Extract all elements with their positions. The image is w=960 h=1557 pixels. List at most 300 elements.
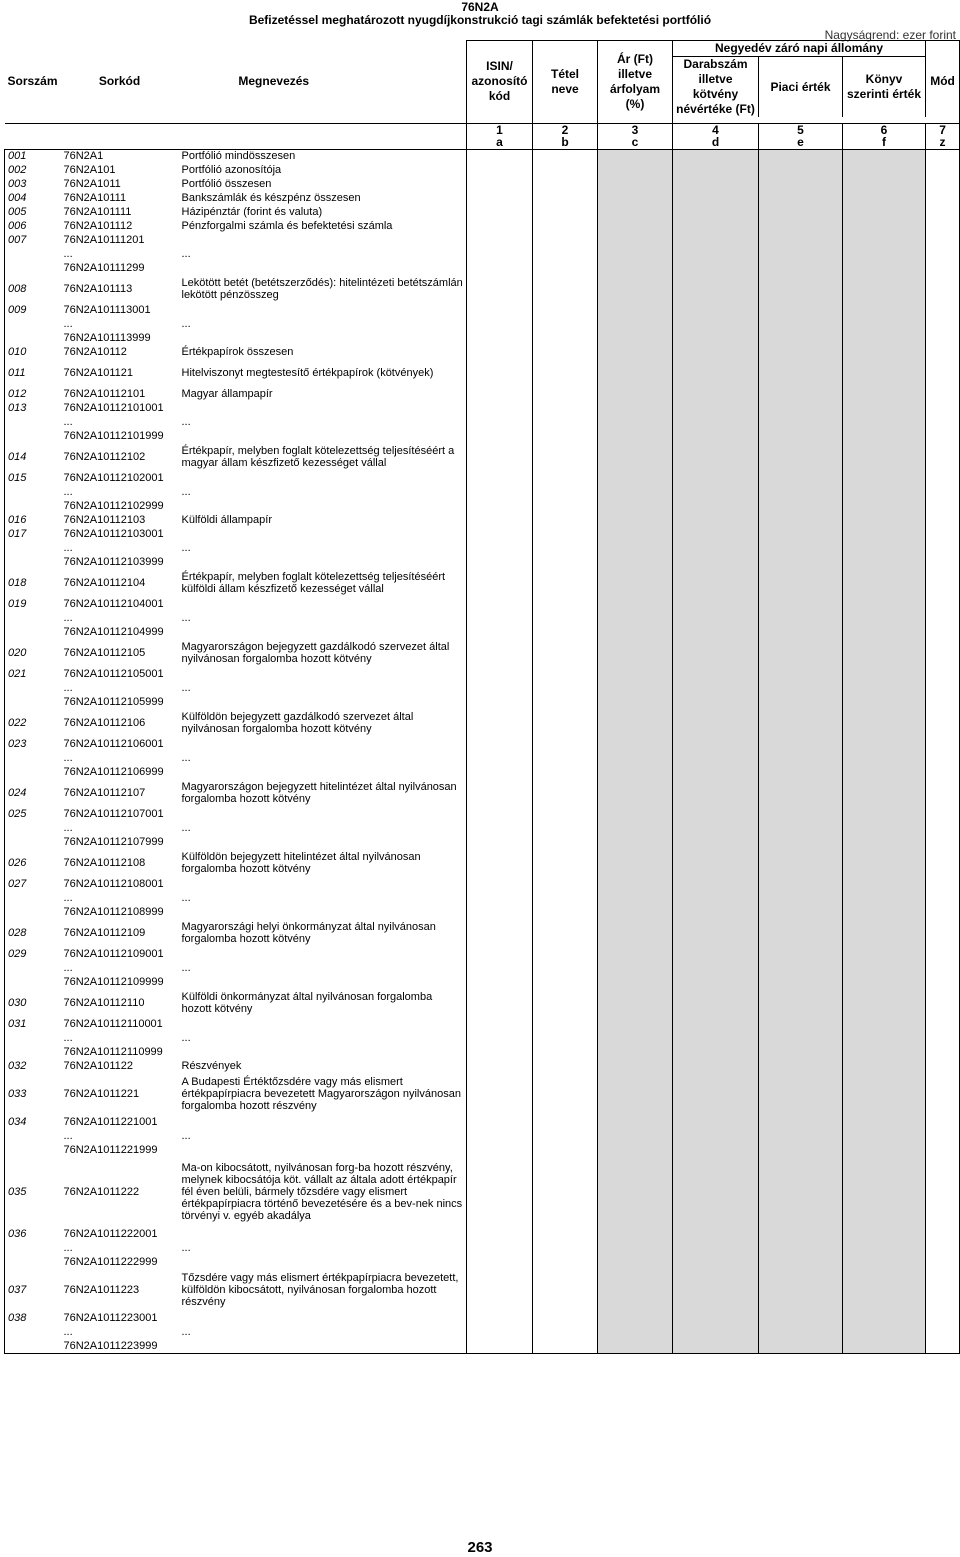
mod-cell[interactable] bbox=[926, 1115, 960, 1129]
isin-cell[interactable] bbox=[467, 485, 533, 499]
mod-cell[interactable] bbox=[926, 303, 960, 317]
ar-cell[interactable] bbox=[598, 695, 673, 709]
konyv-ertek-cell[interactable] bbox=[843, 1129, 926, 1143]
mod-cell[interactable] bbox=[926, 485, 960, 499]
tetel-cell[interactable] bbox=[533, 191, 598, 205]
tetel-cell[interactable] bbox=[533, 639, 598, 667]
piaci-ertek-cell[interactable] bbox=[759, 1157, 843, 1227]
isin-cell[interactable] bbox=[467, 779, 533, 807]
piaci-ertek-cell[interactable] bbox=[759, 835, 843, 849]
ar-cell[interactable] bbox=[598, 527, 673, 541]
piaci-ertek-cell[interactable] bbox=[759, 471, 843, 485]
konyv-ertek-cell[interactable] bbox=[843, 1255, 926, 1269]
ar-cell[interactable] bbox=[598, 1311, 673, 1325]
ar-cell[interactable] bbox=[598, 1059, 673, 1073]
darabszam-cell[interactable] bbox=[673, 303, 759, 317]
isin-cell[interactable] bbox=[467, 695, 533, 709]
ar-cell[interactable] bbox=[598, 247, 673, 261]
isin-cell[interactable] bbox=[467, 975, 533, 989]
darabszam-cell[interactable] bbox=[673, 1311, 759, 1325]
konyv-ertek-cell[interactable] bbox=[843, 317, 926, 331]
piaci-ertek-cell[interactable] bbox=[759, 1017, 843, 1031]
mod-cell[interactable] bbox=[926, 891, 960, 905]
isin-cell[interactable] bbox=[467, 681, 533, 695]
mod-cell[interactable] bbox=[926, 541, 960, 555]
mod-cell[interactable] bbox=[926, 429, 960, 443]
darabszam-cell[interactable] bbox=[673, 177, 759, 191]
piaci-ertek-cell[interactable] bbox=[759, 177, 843, 191]
darabszam-cell[interactable] bbox=[673, 1031, 759, 1045]
piaci-ertek-cell[interactable] bbox=[759, 989, 843, 1017]
ar-cell[interactable] bbox=[598, 275, 673, 303]
darabszam-cell[interactable] bbox=[673, 905, 759, 919]
darabszam-cell[interactable] bbox=[673, 1129, 759, 1143]
mod-cell[interactable] bbox=[926, 821, 960, 835]
tetel-cell[interactable] bbox=[533, 401, 598, 415]
tetel-cell[interactable] bbox=[533, 625, 598, 639]
tetel-cell[interactable] bbox=[533, 317, 598, 331]
konyv-ertek-cell[interactable] bbox=[843, 1157, 926, 1227]
piaci-ertek-cell[interactable] bbox=[759, 611, 843, 625]
piaci-ertek-cell[interactable] bbox=[759, 527, 843, 541]
mod-cell[interactable] bbox=[926, 905, 960, 919]
isin-cell[interactable] bbox=[467, 1339, 533, 1353]
isin-cell[interactable] bbox=[467, 835, 533, 849]
isin-cell[interactable] bbox=[467, 1241, 533, 1255]
mod-cell[interactable] bbox=[926, 177, 960, 191]
darabszam-cell[interactable] bbox=[673, 471, 759, 485]
piaci-ertek-cell[interactable] bbox=[759, 1241, 843, 1255]
tetel-cell[interactable] bbox=[533, 303, 598, 317]
konyv-ertek-cell[interactable] bbox=[843, 639, 926, 667]
mod-cell[interactable] bbox=[926, 317, 960, 331]
mod-cell[interactable] bbox=[926, 443, 960, 471]
isin-cell[interactable] bbox=[467, 401, 533, 415]
darabszam-cell[interactable] bbox=[673, 275, 759, 303]
ar-cell[interactable] bbox=[598, 737, 673, 751]
isin-cell[interactable] bbox=[467, 163, 533, 177]
konyv-ertek-cell[interactable] bbox=[843, 261, 926, 275]
piaci-ertek-cell[interactable] bbox=[759, 849, 843, 877]
ar-cell[interactable] bbox=[598, 1241, 673, 1255]
isin-cell[interactable] bbox=[467, 877, 533, 891]
darabszam-cell[interactable] bbox=[673, 821, 759, 835]
ar-cell[interactable] bbox=[598, 541, 673, 555]
darabszam-cell[interactable] bbox=[673, 499, 759, 513]
ar-cell[interactable] bbox=[598, 1129, 673, 1143]
tetel-cell[interactable] bbox=[533, 1129, 598, 1143]
tetel-cell[interactable] bbox=[533, 387, 598, 401]
ar-cell[interactable] bbox=[598, 555, 673, 569]
mod-cell[interactable] bbox=[926, 1017, 960, 1031]
konyv-ertek-cell[interactable] bbox=[843, 989, 926, 1017]
isin-cell[interactable] bbox=[467, 205, 533, 219]
tetel-cell[interactable] bbox=[533, 709, 598, 737]
piaci-ertek-cell[interactable] bbox=[759, 1129, 843, 1143]
ar-cell[interactable] bbox=[598, 1073, 673, 1115]
darabszam-cell[interactable] bbox=[673, 149, 759, 163]
isin-cell[interactable] bbox=[467, 751, 533, 765]
darabszam-cell[interactable] bbox=[673, 233, 759, 247]
ar-cell[interactable] bbox=[598, 359, 673, 387]
mod-cell[interactable] bbox=[926, 975, 960, 989]
mod-cell[interactable] bbox=[926, 751, 960, 765]
isin-cell[interactable] bbox=[467, 625, 533, 639]
ar-cell[interactable] bbox=[598, 1269, 673, 1311]
tetel-cell[interactable] bbox=[533, 247, 598, 261]
konyv-ertek-cell[interactable] bbox=[843, 219, 926, 233]
konyv-ertek-cell[interactable] bbox=[843, 835, 926, 849]
tetel-cell[interactable] bbox=[533, 541, 598, 555]
isin-cell[interactable] bbox=[467, 1157, 533, 1227]
piaci-ertek-cell[interactable] bbox=[759, 303, 843, 317]
konyv-ertek-cell[interactable] bbox=[843, 1073, 926, 1115]
isin-cell[interactable] bbox=[467, 387, 533, 401]
konyv-ertek-cell[interactable] bbox=[843, 751, 926, 765]
piaci-ertek-cell[interactable] bbox=[759, 737, 843, 751]
tetel-cell[interactable] bbox=[533, 1073, 598, 1115]
piaci-ertek-cell[interactable] bbox=[759, 387, 843, 401]
konyv-ertek-cell[interactable] bbox=[843, 737, 926, 751]
darabszam-cell[interactable] bbox=[673, 835, 759, 849]
darabszam-cell[interactable] bbox=[673, 611, 759, 625]
ar-cell[interactable] bbox=[598, 345, 673, 359]
tetel-cell[interactable] bbox=[533, 1031, 598, 1045]
tetel-cell[interactable] bbox=[533, 275, 598, 303]
isin-cell[interactable] bbox=[467, 261, 533, 275]
isin-cell[interactable] bbox=[467, 149, 533, 163]
mod-cell[interactable] bbox=[926, 989, 960, 1017]
tetel-cell[interactable] bbox=[533, 947, 598, 961]
konyv-ertek-cell[interactable] bbox=[843, 1059, 926, 1073]
darabszam-cell[interactable] bbox=[673, 891, 759, 905]
isin-cell[interactable] bbox=[467, 849, 533, 877]
konyv-ertek-cell[interactable] bbox=[843, 513, 926, 527]
ar-cell[interactable] bbox=[598, 779, 673, 807]
piaci-ertek-cell[interactable] bbox=[759, 1045, 843, 1059]
tetel-cell[interactable] bbox=[533, 961, 598, 975]
isin-cell[interactable] bbox=[467, 569, 533, 597]
mod-cell[interactable] bbox=[926, 947, 960, 961]
konyv-ertek-cell[interactable] bbox=[843, 891, 926, 905]
konyv-ertek-cell[interactable] bbox=[843, 1339, 926, 1353]
tetel-cell[interactable] bbox=[533, 429, 598, 443]
darabszam-cell[interactable] bbox=[673, 1157, 759, 1227]
darabszam-cell[interactable] bbox=[673, 205, 759, 219]
konyv-ertek-cell[interactable] bbox=[843, 1311, 926, 1325]
ar-cell[interactable] bbox=[598, 471, 673, 485]
mod-cell[interactable] bbox=[926, 1143, 960, 1157]
mod-cell[interactable] bbox=[926, 1269, 960, 1311]
piaci-ertek-cell[interactable] bbox=[759, 1143, 843, 1157]
tetel-cell[interactable] bbox=[533, 555, 598, 569]
isin-cell[interactable] bbox=[467, 737, 533, 751]
ar-cell[interactable] bbox=[598, 639, 673, 667]
isin-cell[interactable] bbox=[467, 541, 533, 555]
ar-cell[interactable] bbox=[598, 625, 673, 639]
tetel-cell[interactable] bbox=[533, 1143, 598, 1157]
ar-cell[interactable] bbox=[598, 415, 673, 429]
ar-cell[interactable] bbox=[598, 191, 673, 205]
ar-cell[interactable] bbox=[598, 849, 673, 877]
tetel-cell[interactable] bbox=[533, 1325, 598, 1339]
darabszam-cell[interactable] bbox=[673, 709, 759, 737]
darabszam-cell[interactable] bbox=[673, 1143, 759, 1157]
piaci-ertek-cell[interactable] bbox=[759, 1255, 843, 1269]
piaci-ertek-cell[interactable] bbox=[759, 485, 843, 499]
darabszam-cell[interactable] bbox=[673, 597, 759, 611]
isin-cell[interactable] bbox=[467, 639, 533, 667]
darabszam-cell[interactable] bbox=[673, 317, 759, 331]
ar-cell[interactable] bbox=[598, 177, 673, 191]
mod-cell[interactable] bbox=[926, 149, 960, 163]
ar-cell[interactable] bbox=[598, 681, 673, 695]
piaci-ertek-cell[interactable] bbox=[759, 1115, 843, 1129]
darabszam-cell[interactable] bbox=[673, 331, 759, 345]
konyv-ertek-cell[interactable] bbox=[843, 233, 926, 247]
mod-cell[interactable] bbox=[926, 681, 960, 695]
ar-cell[interactable] bbox=[598, 1339, 673, 1353]
darabszam-cell[interactable] bbox=[673, 849, 759, 877]
konyv-ertek-cell[interactable] bbox=[843, 359, 926, 387]
isin-cell[interactable] bbox=[467, 331, 533, 345]
tetel-cell[interactable] bbox=[533, 359, 598, 387]
isin-cell[interactable] bbox=[467, 1073, 533, 1115]
tetel-cell[interactable] bbox=[533, 975, 598, 989]
konyv-ertek-cell[interactable] bbox=[843, 471, 926, 485]
ar-cell[interactable] bbox=[598, 989, 673, 1017]
piaci-ertek-cell[interactable] bbox=[759, 1269, 843, 1311]
konyv-ertek-cell[interactable] bbox=[843, 1017, 926, 1031]
piaci-ertek-cell[interactable] bbox=[759, 247, 843, 261]
mod-cell[interactable] bbox=[926, 639, 960, 667]
tetel-cell[interactable] bbox=[533, 471, 598, 485]
mod-cell[interactable] bbox=[926, 807, 960, 821]
ar-cell[interactable] bbox=[598, 387, 673, 401]
tetel-cell[interactable] bbox=[533, 163, 598, 177]
isin-cell[interactable] bbox=[467, 919, 533, 947]
tetel-cell[interactable] bbox=[533, 233, 598, 247]
ar-cell[interactable] bbox=[598, 975, 673, 989]
piaci-ertek-cell[interactable] bbox=[759, 415, 843, 429]
mod-cell[interactable] bbox=[926, 247, 960, 261]
konyv-ertek-cell[interactable] bbox=[843, 961, 926, 975]
isin-cell[interactable] bbox=[467, 345, 533, 359]
mod-cell[interactable] bbox=[926, 779, 960, 807]
piaci-ertek-cell[interactable] bbox=[759, 233, 843, 247]
tetel-cell[interactable] bbox=[533, 331, 598, 345]
mod-cell[interactable] bbox=[926, 233, 960, 247]
konyv-ertek-cell[interactable] bbox=[843, 1031, 926, 1045]
piaci-ertek-cell[interactable] bbox=[759, 1339, 843, 1353]
tetel-cell[interactable] bbox=[533, 485, 598, 499]
isin-cell[interactable] bbox=[467, 891, 533, 905]
mod-cell[interactable] bbox=[926, 1325, 960, 1339]
ar-cell[interactable] bbox=[598, 513, 673, 527]
konyv-ertek-cell[interactable] bbox=[843, 1143, 926, 1157]
piaci-ertek-cell[interactable] bbox=[759, 639, 843, 667]
konyv-ertek-cell[interactable] bbox=[843, 149, 926, 163]
tetel-cell[interactable] bbox=[533, 1017, 598, 1031]
ar-cell[interactable] bbox=[598, 709, 673, 737]
mod-cell[interactable] bbox=[926, 737, 960, 751]
ar-cell[interactable] bbox=[598, 485, 673, 499]
darabszam-cell[interactable] bbox=[673, 443, 759, 471]
konyv-ertek-cell[interactable] bbox=[843, 163, 926, 177]
tetel-cell[interactable] bbox=[533, 1255, 598, 1269]
piaci-ertek-cell[interactable] bbox=[759, 1325, 843, 1339]
ar-cell[interactable] bbox=[598, 1045, 673, 1059]
tetel-cell[interactable] bbox=[533, 737, 598, 751]
konyv-ertek-cell[interactable] bbox=[843, 681, 926, 695]
mod-cell[interactable] bbox=[926, 765, 960, 779]
tetel-cell[interactable] bbox=[533, 205, 598, 219]
tetel-cell[interactable] bbox=[533, 821, 598, 835]
tetel-cell[interactable] bbox=[533, 219, 598, 233]
darabszam-cell[interactable] bbox=[673, 1017, 759, 1031]
tetel-cell[interactable] bbox=[533, 415, 598, 429]
isin-cell[interactable] bbox=[467, 961, 533, 975]
tetel-cell[interactable] bbox=[533, 989, 598, 1017]
piaci-ertek-cell[interactable] bbox=[759, 261, 843, 275]
darabszam-cell[interactable] bbox=[673, 919, 759, 947]
darabszam-cell[interactable] bbox=[673, 765, 759, 779]
konyv-ertek-cell[interactable] bbox=[843, 303, 926, 317]
tetel-cell[interactable] bbox=[533, 891, 598, 905]
ar-cell[interactable] bbox=[598, 947, 673, 961]
mod-cell[interactable] bbox=[926, 387, 960, 401]
isin-cell[interactable] bbox=[467, 1143, 533, 1157]
piaci-ertek-cell[interactable] bbox=[759, 779, 843, 807]
piaci-ertek-cell[interactable] bbox=[759, 709, 843, 737]
piaci-ertek-cell[interactable] bbox=[759, 275, 843, 303]
mod-cell[interactable] bbox=[926, 849, 960, 877]
ar-cell[interactable] bbox=[598, 1325, 673, 1339]
konyv-ertek-cell[interactable] bbox=[843, 807, 926, 821]
isin-cell[interactable] bbox=[467, 443, 533, 471]
piaci-ertek-cell[interactable] bbox=[759, 317, 843, 331]
isin-cell[interactable] bbox=[467, 1115, 533, 1129]
tetel-cell[interactable] bbox=[533, 261, 598, 275]
darabszam-cell[interactable] bbox=[673, 429, 759, 443]
piaci-ertek-cell[interactable] bbox=[759, 695, 843, 709]
tetel-cell[interactable] bbox=[533, 1227, 598, 1241]
mod-cell[interactable] bbox=[926, 415, 960, 429]
isin-cell[interactable] bbox=[467, 1059, 533, 1073]
darabszam-cell[interactable] bbox=[673, 961, 759, 975]
mod-cell[interactable] bbox=[926, 205, 960, 219]
konyv-ertek-cell[interactable] bbox=[843, 905, 926, 919]
darabszam-cell[interactable] bbox=[673, 625, 759, 639]
piaci-ertek-cell[interactable] bbox=[759, 667, 843, 681]
ar-cell[interactable] bbox=[598, 667, 673, 681]
piaci-ertek-cell[interactable] bbox=[759, 443, 843, 471]
konyv-ertek-cell[interactable] bbox=[843, 499, 926, 513]
konyv-ertek-cell[interactable] bbox=[843, 275, 926, 303]
isin-cell[interactable] bbox=[467, 1269, 533, 1311]
konyv-ertek-cell[interactable] bbox=[843, 821, 926, 835]
mod-cell[interactable] bbox=[926, 1059, 960, 1073]
konyv-ertek-cell[interactable] bbox=[843, 205, 926, 219]
darabszam-cell[interactable] bbox=[673, 877, 759, 891]
konyv-ertek-cell[interactable] bbox=[843, 429, 926, 443]
piaci-ertek-cell[interactable] bbox=[759, 345, 843, 359]
darabszam-cell[interactable] bbox=[673, 415, 759, 429]
tetel-cell[interactable] bbox=[533, 1157, 598, 1227]
mod-cell[interactable] bbox=[926, 961, 960, 975]
mod-cell[interactable] bbox=[926, 1255, 960, 1269]
konyv-ertek-cell[interactable] bbox=[843, 331, 926, 345]
tetel-cell[interactable] bbox=[533, 177, 598, 191]
tetel-cell[interactable] bbox=[533, 597, 598, 611]
piaci-ertek-cell[interactable] bbox=[759, 569, 843, 597]
darabszam-cell[interactable] bbox=[673, 1241, 759, 1255]
isin-cell[interactable] bbox=[467, 177, 533, 191]
mod-cell[interactable] bbox=[926, 471, 960, 485]
isin-cell[interactable] bbox=[467, 1045, 533, 1059]
piaci-ertek-cell[interactable] bbox=[759, 681, 843, 695]
mod-cell[interactable] bbox=[926, 611, 960, 625]
konyv-ertek-cell[interactable] bbox=[843, 345, 926, 359]
darabszam-cell[interactable] bbox=[673, 485, 759, 499]
isin-cell[interactable] bbox=[467, 765, 533, 779]
mod-cell[interactable] bbox=[926, 163, 960, 177]
isin-cell[interactable] bbox=[467, 359, 533, 387]
isin-cell[interactable] bbox=[467, 247, 533, 261]
tetel-cell[interactable] bbox=[533, 1339, 598, 1353]
konyv-ertek-cell[interactable] bbox=[843, 1045, 926, 1059]
tetel-cell[interactable] bbox=[533, 667, 598, 681]
mod-cell[interactable] bbox=[926, 1031, 960, 1045]
mod-cell[interactable] bbox=[926, 1073, 960, 1115]
piaci-ertek-cell[interactable] bbox=[759, 555, 843, 569]
konyv-ertek-cell[interactable] bbox=[843, 597, 926, 611]
tetel-cell[interactable] bbox=[533, 513, 598, 527]
darabszam-cell[interactable] bbox=[673, 947, 759, 961]
isin-cell[interactable] bbox=[467, 807, 533, 821]
piaci-ertek-cell[interactable] bbox=[759, 947, 843, 961]
konyv-ertek-cell[interactable] bbox=[843, 485, 926, 499]
konyv-ertek-cell[interactable] bbox=[843, 779, 926, 807]
konyv-ertek-cell[interactable] bbox=[843, 1269, 926, 1311]
ar-cell[interactable] bbox=[598, 233, 673, 247]
isin-cell[interactable] bbox=[467, 1129, 533, 1143]
mod-cell[interactable] bbox=[926, 569, 960, 597]
darabszam-cell[interactable] bbox=[673, 163, 759, 177]
konyv-ertek-cell[interactable] bbox=[843, 527, 926, 541]
ar-cell[interactable] bbox=[598, 1157, 673, 1227]
ar-cell[interactable] bbox=[598, 1017, 673, 1031]
tetel-cell[interactable] bbox=[533, 835, 598, 849]
tetel-cell[interactable] bbox=[533, 905, 598, 919]
mod-cell[interactable] bbox=[926, 555, 960, 569]
tetel-cell[interactable] bbox=[533, 765, 598, 779]
tetel-cell[interactable] bbox=[533, 527, 598, 541]
darabszam-cell[interactable] bbox=[673, 1325, 759, 1339]
piaci-ertek-cell[interactable] bbox=[759, 401, 843, 415]
konyv-ertek-cell[interactable] bbox=[843, 709, 926, 737]
ar-cell[interactable] bbox=[598, 303, 673, 317]
mod-cell[interactable] bbox=[926, 527, 960, 541]
ar-cell[interactable] bbox=[598, 835, 673, 849]
isin-cell[interactable] bbox=[467, 527, 533, 541]
isin-cell[interactable] bbox=[467, 1031, 533, 1045]
tetel-cell[interactable] bbox=[533, 149, 598, 163]
isin-cell[interactable] bbox=[467, 667, 533, 681]
piaci-ertek-cell[interactable] bbox=[759, 877, 843, 891]
isin-cell[interactable] bbox=[467, 1255, 533, 1269]
darabszam-cell[interactable] bbox=[673, 387, 759, 401]
